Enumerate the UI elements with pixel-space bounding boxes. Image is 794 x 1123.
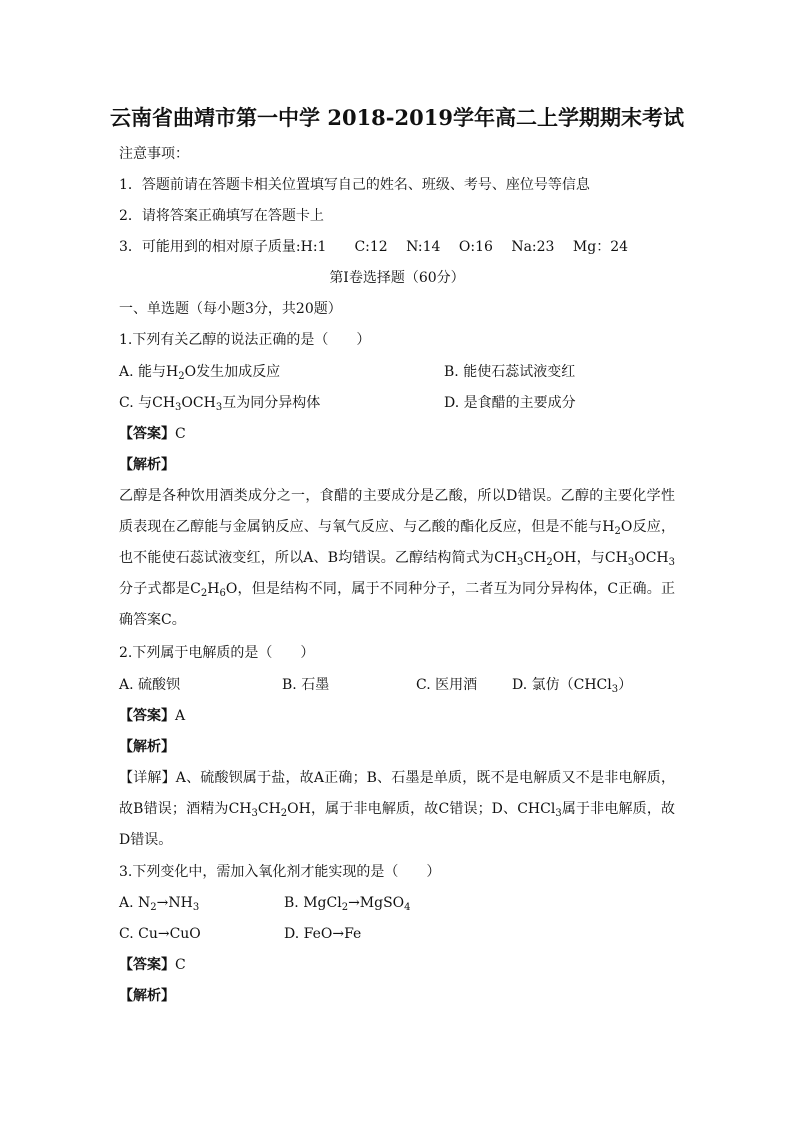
question-2-option-c: C. 医用酒 — [416, 677, 478, 693]
question-2-analysis-label: 【解析】 — [119, 739, 175, 755]
question-1-analysis-label: 【解析】 — [119, 457, 175, 473]
question-1-answer: 【答案】C — [119, 426, 186, 442]
question-1-option-c: C. 与$CH_3OCH_3$互为同分异构体 — [119, 395, 321, 413]
question-2-answer: 【答案】A — [119, 708, 186, 724]
question-2-stem: 2.下列属于电解质的是（ ） — [119, 645, 315, 661]
question-2-option-b: B. 石墨 — [282, 677, 330, 693]
question-1-analysis: 乙醇是各种饮用酒类成分之一，食醋的主要成分是乙酸，所以D错误。乙醇的主要化学性质表现在乙醇能与金属钠反应、与氧气反应、与乙酸的酯化反应，但是不能与$H_2O$反应，也不能使石蕊试液变红，所以A、B均错误。乙醇结构简式为$CH_3CH_2OH$，与$CH_3OCH_3$分子式都是$C_2H_6O$，但是结构不同，属于不同种分子，二者互为同分异构体，C正确。正确答案C。 — [119, 488, 675, 628]
question-2-option-a: A. 硫酸钡 — [119, 677, 181, 693]
notice-item-3: 3．可能用到的相对原子质量:H:1 C:12 N:14 O:16 Na:23 Mg：24 — [119, 239, 629, 255]
question-3-stem: 3.下列变化中，需加入氧化剂才能实现的是（ ） — [119, 864, 441, 880]
question-3-option-a: A. $N_2\to NH_3$ — [119, 895, 200, 913]
question-3-answer: 【答案】C — [119, 957, 186, 973]
question-3-option-c: C. Cu→CuO — [119, 926, 201, 942]
notice-item-1: 1．答题前请在答题卡相关位置填写自己的姓名、班级、考号、座位号等信息 — [119, 177, 590, 193]
question-3-option-b: B. MgCl$_2$→MgSO$_4$ — [284, 895, 411, 913]
part-title: 一、单选题（每小题3分，共20题） — [119, 301, 342, 317]
notice-item-2: 2．请将答案正确填写在答题卡上 — [119, 208, 324, 224]
question-1-option-b: B. 能使石蕊试液变红 — [444, 364, 576, 380]
question-1-stem: 1.下列有关乙醇的说法正确的是（ ） — [119, 332, 371, 348]
question-3-analysis-label: 【解析】 — [119, 988, 175, 1004]
question-3-option-d: D. FeO→Fe — [284, 926, 362, 942]
exam-title: 云南省曲靖市第一中学 2018-2019学年高二上学期期末考试 — [110, 105, 684, 130]
question-2-option-d: D. 氯仿（CHCl$_3$） — [512, 677, 633, 695]
question-2-analysis: 【详解】A、硫酸钡属于盐，故A正确；B、石墨是单质，既不是电解质又不是非电解质，故B错误；酒精为$CH_3CH_2OH$，属于非电解质，故C错误；D、CHCl$_3$属于非电解质，故D错误。 — [119, 770, 675, 848]
question-1-option-d: D. 是食醋的主要成分 — [444, 395, 576, 411]
question-1-option-a: A. 能与$H_2O$发生加成反应 — [119, 364, 281, 382]
section-title: 第I卷选择题（60分） — [329, 270, 465, 286]
notice-heading: 注意事项： — [119, 146, 189, 162]
